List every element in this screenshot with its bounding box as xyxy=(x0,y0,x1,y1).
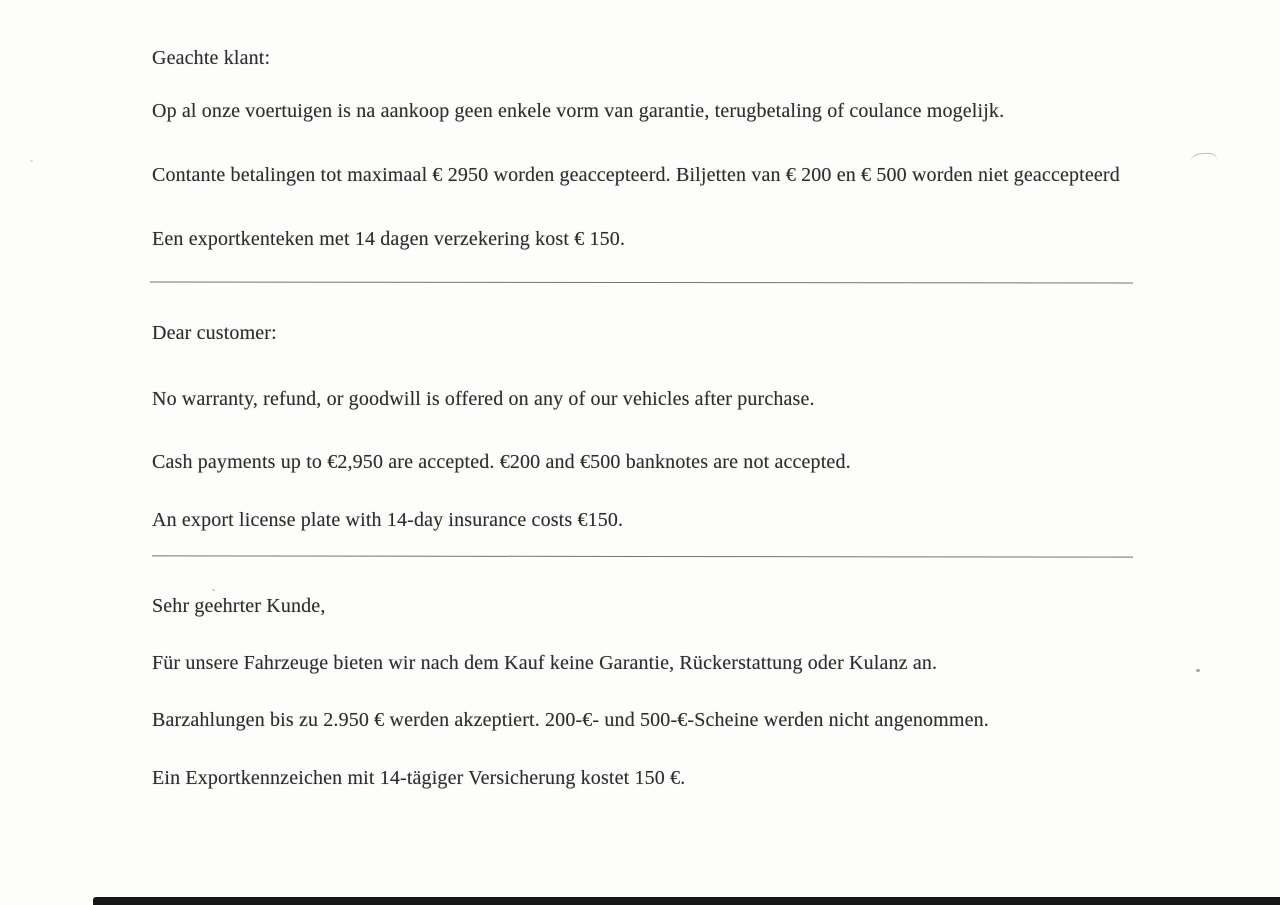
dutch-paragraph-warranty: Op al onze voertuigen is na aankoop geen enkele vorm van garantie, terugbetaling of coulance mogelijk. xyxy=(152,100,1005,122)
german-paragraph-warranty: Für unsere Fahrzeuge bieten wir nach dem Kauf keine Garantie, Rückerstattung oder Kulanz an. xyxy=(152,652,938,674)
scan-edge-shadow xyxy=(93,897,1280,905)
section-divider-1 xyxy=(150,281,1133,283)
dutch-paragraph-export-plate: Een exportkenteken met 14 dagen verzekering kost € 150. xyxy=(152,228,626,250)
german-greeting: Sehr geehrter Kunde, xyxy=(152,595,326,617)
scan-artifact-pen-curve xyxy=(1190,152,1219,164)
section-divider-2 xyxy=(152,555,1133,557)
dutch-greeting: Geachte klant: xyxy=(152,47,271,69)
dutch-paragraph-cash: Contante betalingen tot maximaal € 2950 worden geaccepteerd. Biljetten van € 200 en € 500 worden niet geaccepteerd xyxy=(152,164,1120,186)
german-paragraph-export-plate: Ein Exportkennzeichen mit 14-tägiger Versicherung kostet 150 €. xyxy=(152,767,686,789)
english-paragraph-export-plate: An export license plate with 14-day insurance costs €150. xyxy=(152,509,624,531)
english-greeting: Dear customer: xyxy=(152,322,277,344)
german-paragraph-cash: Barzahlungen bis zu 2.950 € werden akzeptiert. 200-€- und 500-€-Scheine werden nicht angenommen. xyxy=(152,709,989,731)
english-paragraph-warranty: No warranty, refund, or goodwill is offered on any of our vehicles after purchase. xyxy=(152,388,815,410)
scan-artifact-speck xyxy=(30,160,33,162)
scan-artifact-dot xyxy=(1196,669,1200,672)
scan-artifact-speck xyxy=(212,589,215,591)
english-paragraph-cash: Cash payments up to €2,950 are accepted. €200 and €500 banknotes are not accepted. xyxy=(152,451,851,473)
